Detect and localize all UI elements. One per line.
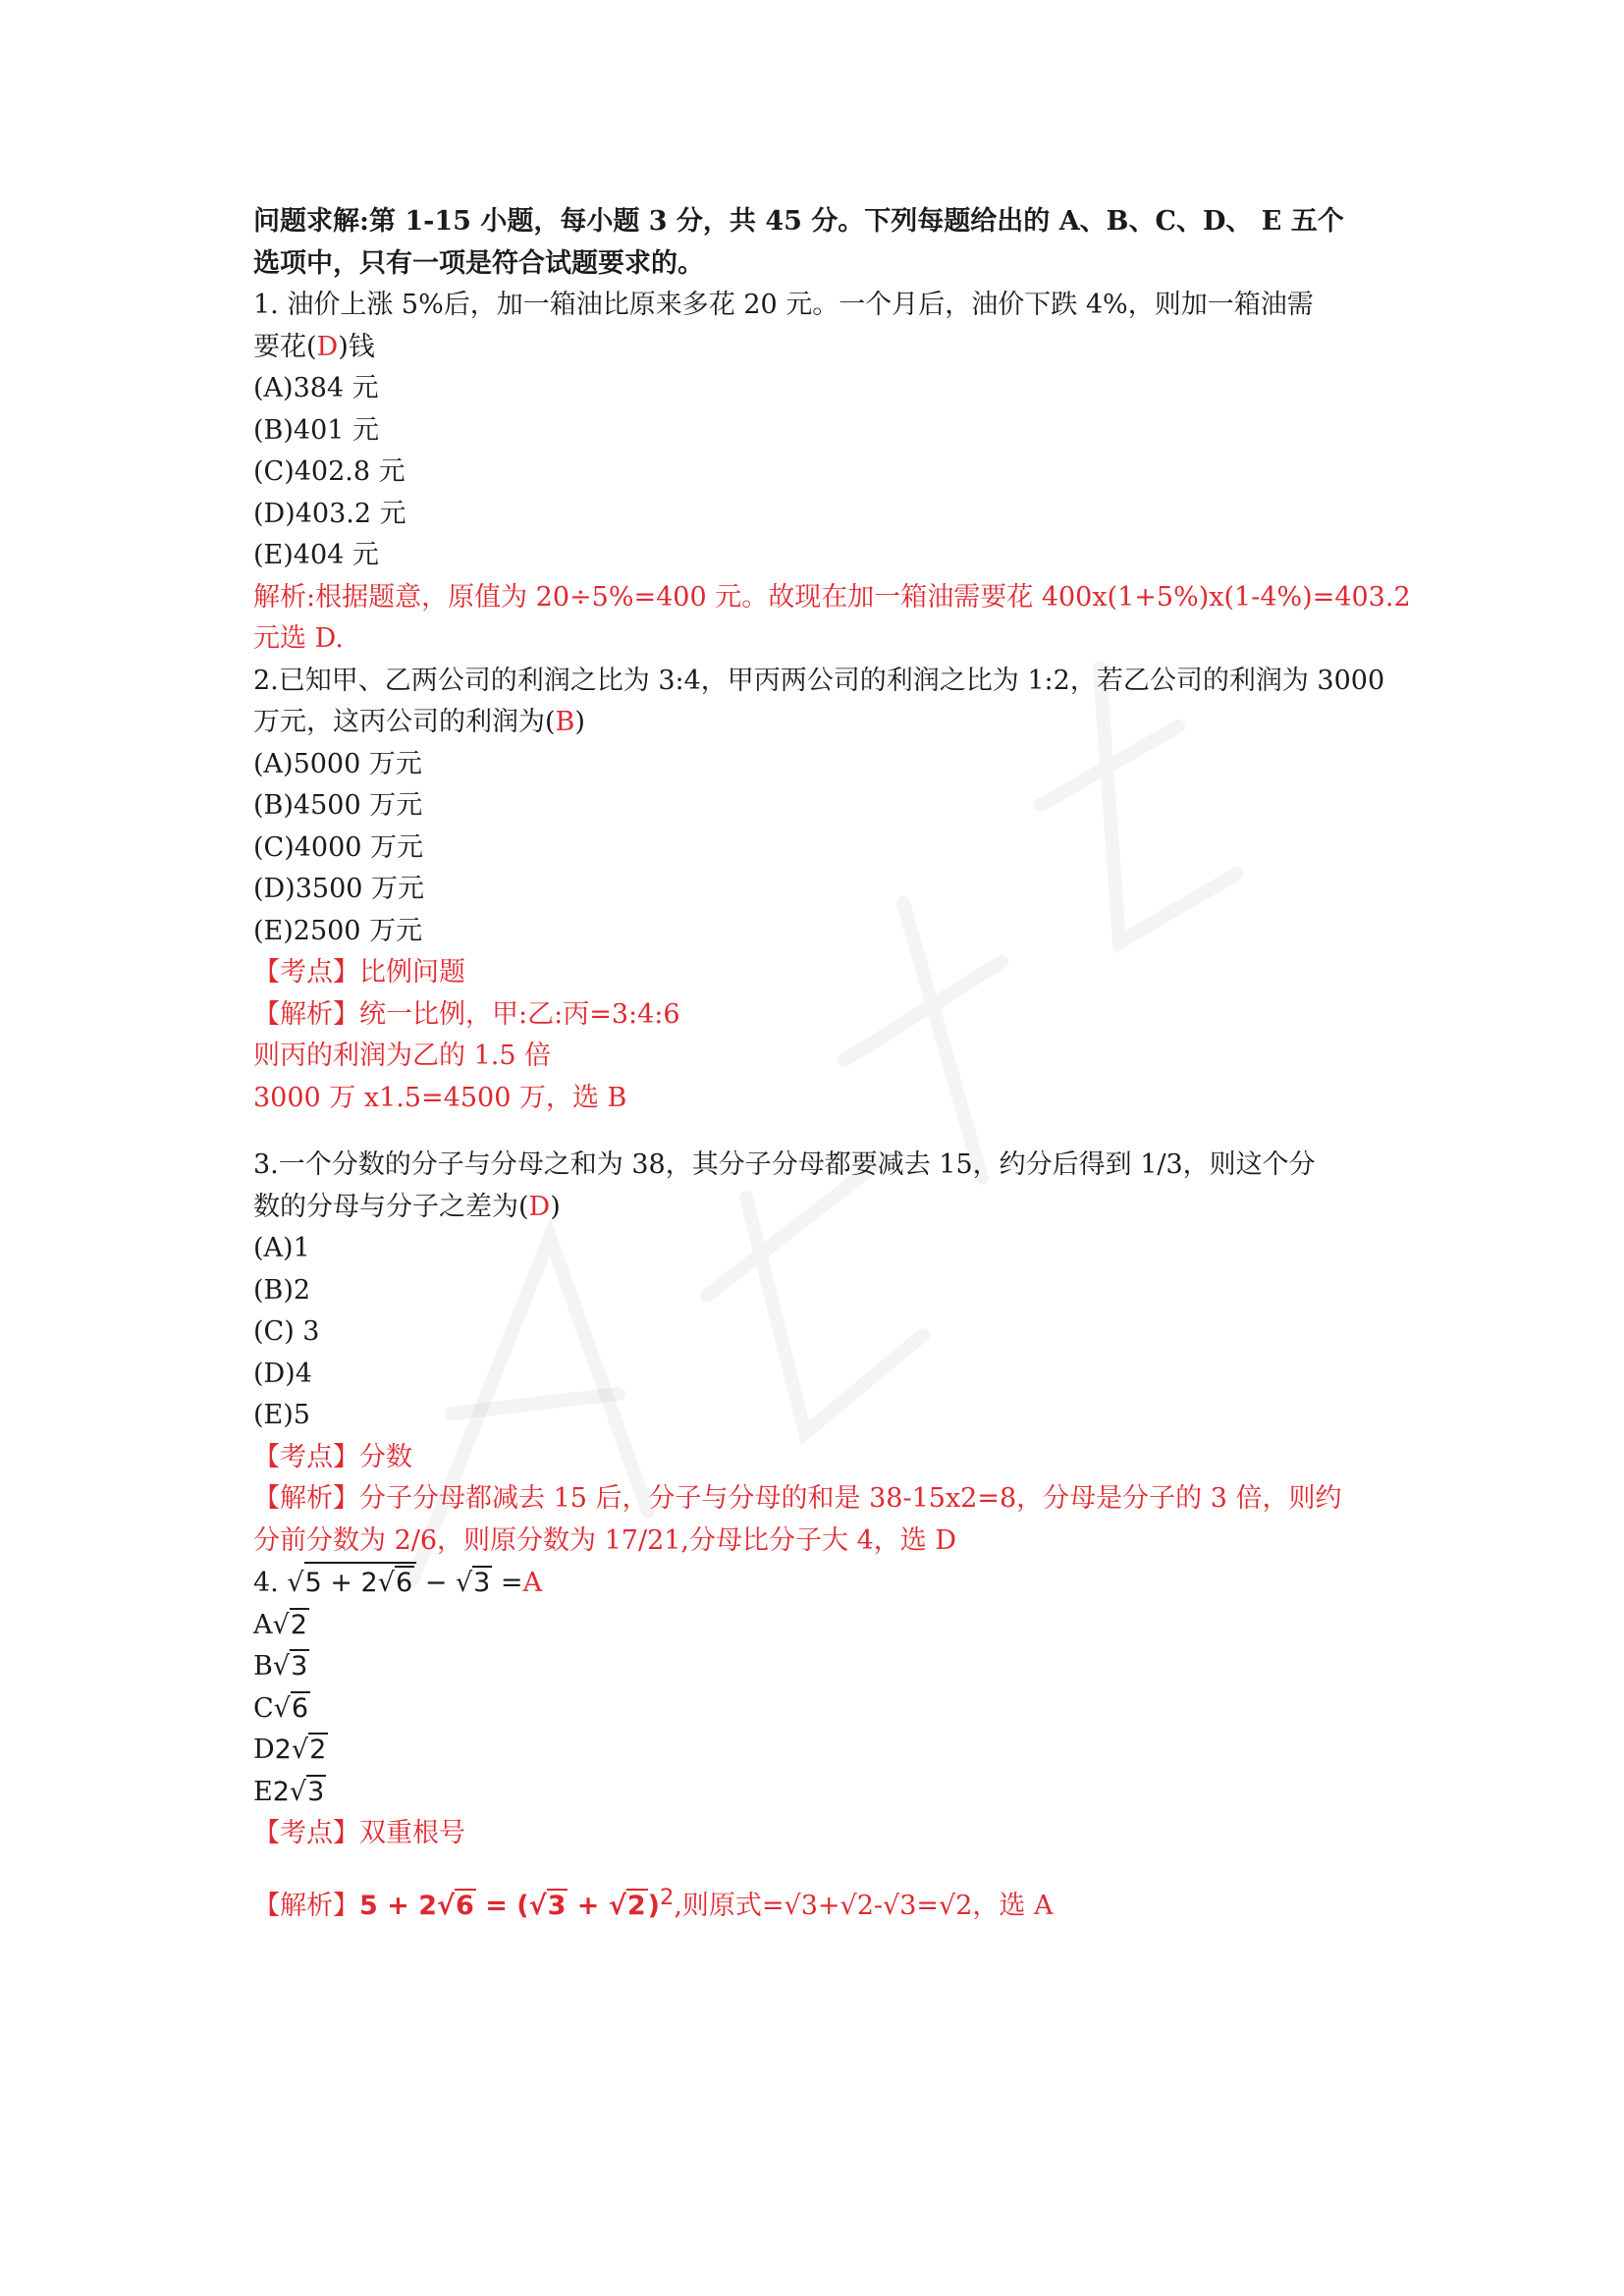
q4-second-radical: √3 (455, 1568, 491, 1598)
instructions-line-1: 问题求解:第 1-15 小题，每小题 3 分，共 45 分。下列每题给出的 A、B、C、D、 E 五个 (253, 206, 1344, 237)
q1-stem-1: 1. 油价上涨 5%后，加一箱油比原来多花 20 元。一个月后，油价下跌 4%，则加一箱油需 (253, 290, 1314, 320)
q3-explanation-2: 分前分数为 2/6，则原分数为 17/21,分母比分子大 4，选 D (253, 1524, 957, 1556)
q4-outer-radical: √5 + 2√6 (287, 1562, 416, 1605)
q1-explanation-2: 元选 D. (253, 623, 344, 654)
q3-option-e: (E)5 (253, 1400, 310, 1430)
q2-option-e: (E)2500 万元 (253, 915, 423, 946)
q3-explanation-1: 【解析】分子分母都减去 15 后，分子与分母的和是 38-15x2=8，分母是分子的 3 倍，则约 (253, 1483, 1342, 1514)
q1-option-b: (B)401 元 (253, 414, 380, 446)
q2-option-b: (B)4500 万元 (253, 790, 423, 821)
q2-option-a: (A)5000 万元 (253, 748, 422, 779)
q2-explanation-1: 【解析】统一比例，甲:乙:丙=3:4:6 (253, 998, 680, 1030)
q4-answer: A (522, 1568, 543, 1598)
q3-option-c: (C) 3 (253, 1316, 320, 1347)
q1-explanation-1: 解析:根据题意，原值为 20÷5%=400 元。故现在加一箱油需要花 400x(1+5%)x(1-4%)=403.2 (253, 581, 1411, 613)
q2-answer: B (555, 707, 575, 737)
q3-stem-1: 3.一个分数的分子与分母之和为 38，其分子分母都要减去 15，约分后得到 1/3，则这个分 (253, 1149, 1316, 1180)
q1-option-c: (C)402.8 元 (253, 456, 406, 487)
q4-topic: 【考点】双重根号 (253, 1818, 465, 1848)
q2-explanation-3: 3000 万 x1.5=4500 万，选 B (253, 1082, 627, 1113)
q4-option-c: C√6 (253, 1692, 309, 1724)
q1-stem-2: 要花(D)钱 (253, 331, 375, 362)
q3-option-b: (B)2 (253, 1274, 311, 1306)
q3-option-d: (D)4 (253, 1358, 312, 1389)
q4-option-e: E2√3 (253, 1776, 325, 1807)
exam-page (253, 201, 1411, 1927)
q2-explanation-2: 则丙的利润为乙的 1.5 倍 (253, 1041, 552, 1071)
q2-topic: 【考点】比例问题 (253, 957, 465, 988)
q2-stem-1: 2.已知甲、乙两公司的利润之比为 3:4，甲丙两公司的利润之比为 1:2，若乙公司的利润为 3000 (253, 665, 1385, 696)
q4-option-d: D2√2 (253, 1735, 327, 1765)
q3-topic: 【考点】分数 (253, 1441, 412, 1472)
q4-stem: 4. √5 + 2√6 − √3 =A (253, 1562, 1382, 1605)
q1-option-a: (A)384 元 (253, 373, 379, 403)
q2-stem-2: 万元，这丙公司的利润为(B) (253, 707, 585, 737)
q3-answer: D (528, 1191, 551, 1222)
q1-option-e: (E)404 元 (253, 540, 379, 570)
q4-option-a: A√2 (253, 1609, 307, 1640)
q2-option-d: (D)3500 万元 (253, 874, 425, 904)
q1-answer: D (316, 331, 339, 362)
q1-option-d: (D)403.2 元 (253, 498, 406, 529)
q4-explanation: 【解析】$5 + 2√6 = (√3 + √2)^2$,则原式=√3+√2-√3=√2，选 A (253, 1884, 1054, 1921)
q4-option-b: B√3 (253, 1651, 308, 1682)
instructions-line-2: 选项中，只有一项是符合试题要求的。 (253, 247, 704, 279)
q3-stem-2: 数的分母与分子之差为(D) (253, 1191, 561, 1222)
q2-option-c: (C)4000 万元 (253, 831, 424, 863)
q3-option-a: (A)1 (253, 1233, 310, 1263)
